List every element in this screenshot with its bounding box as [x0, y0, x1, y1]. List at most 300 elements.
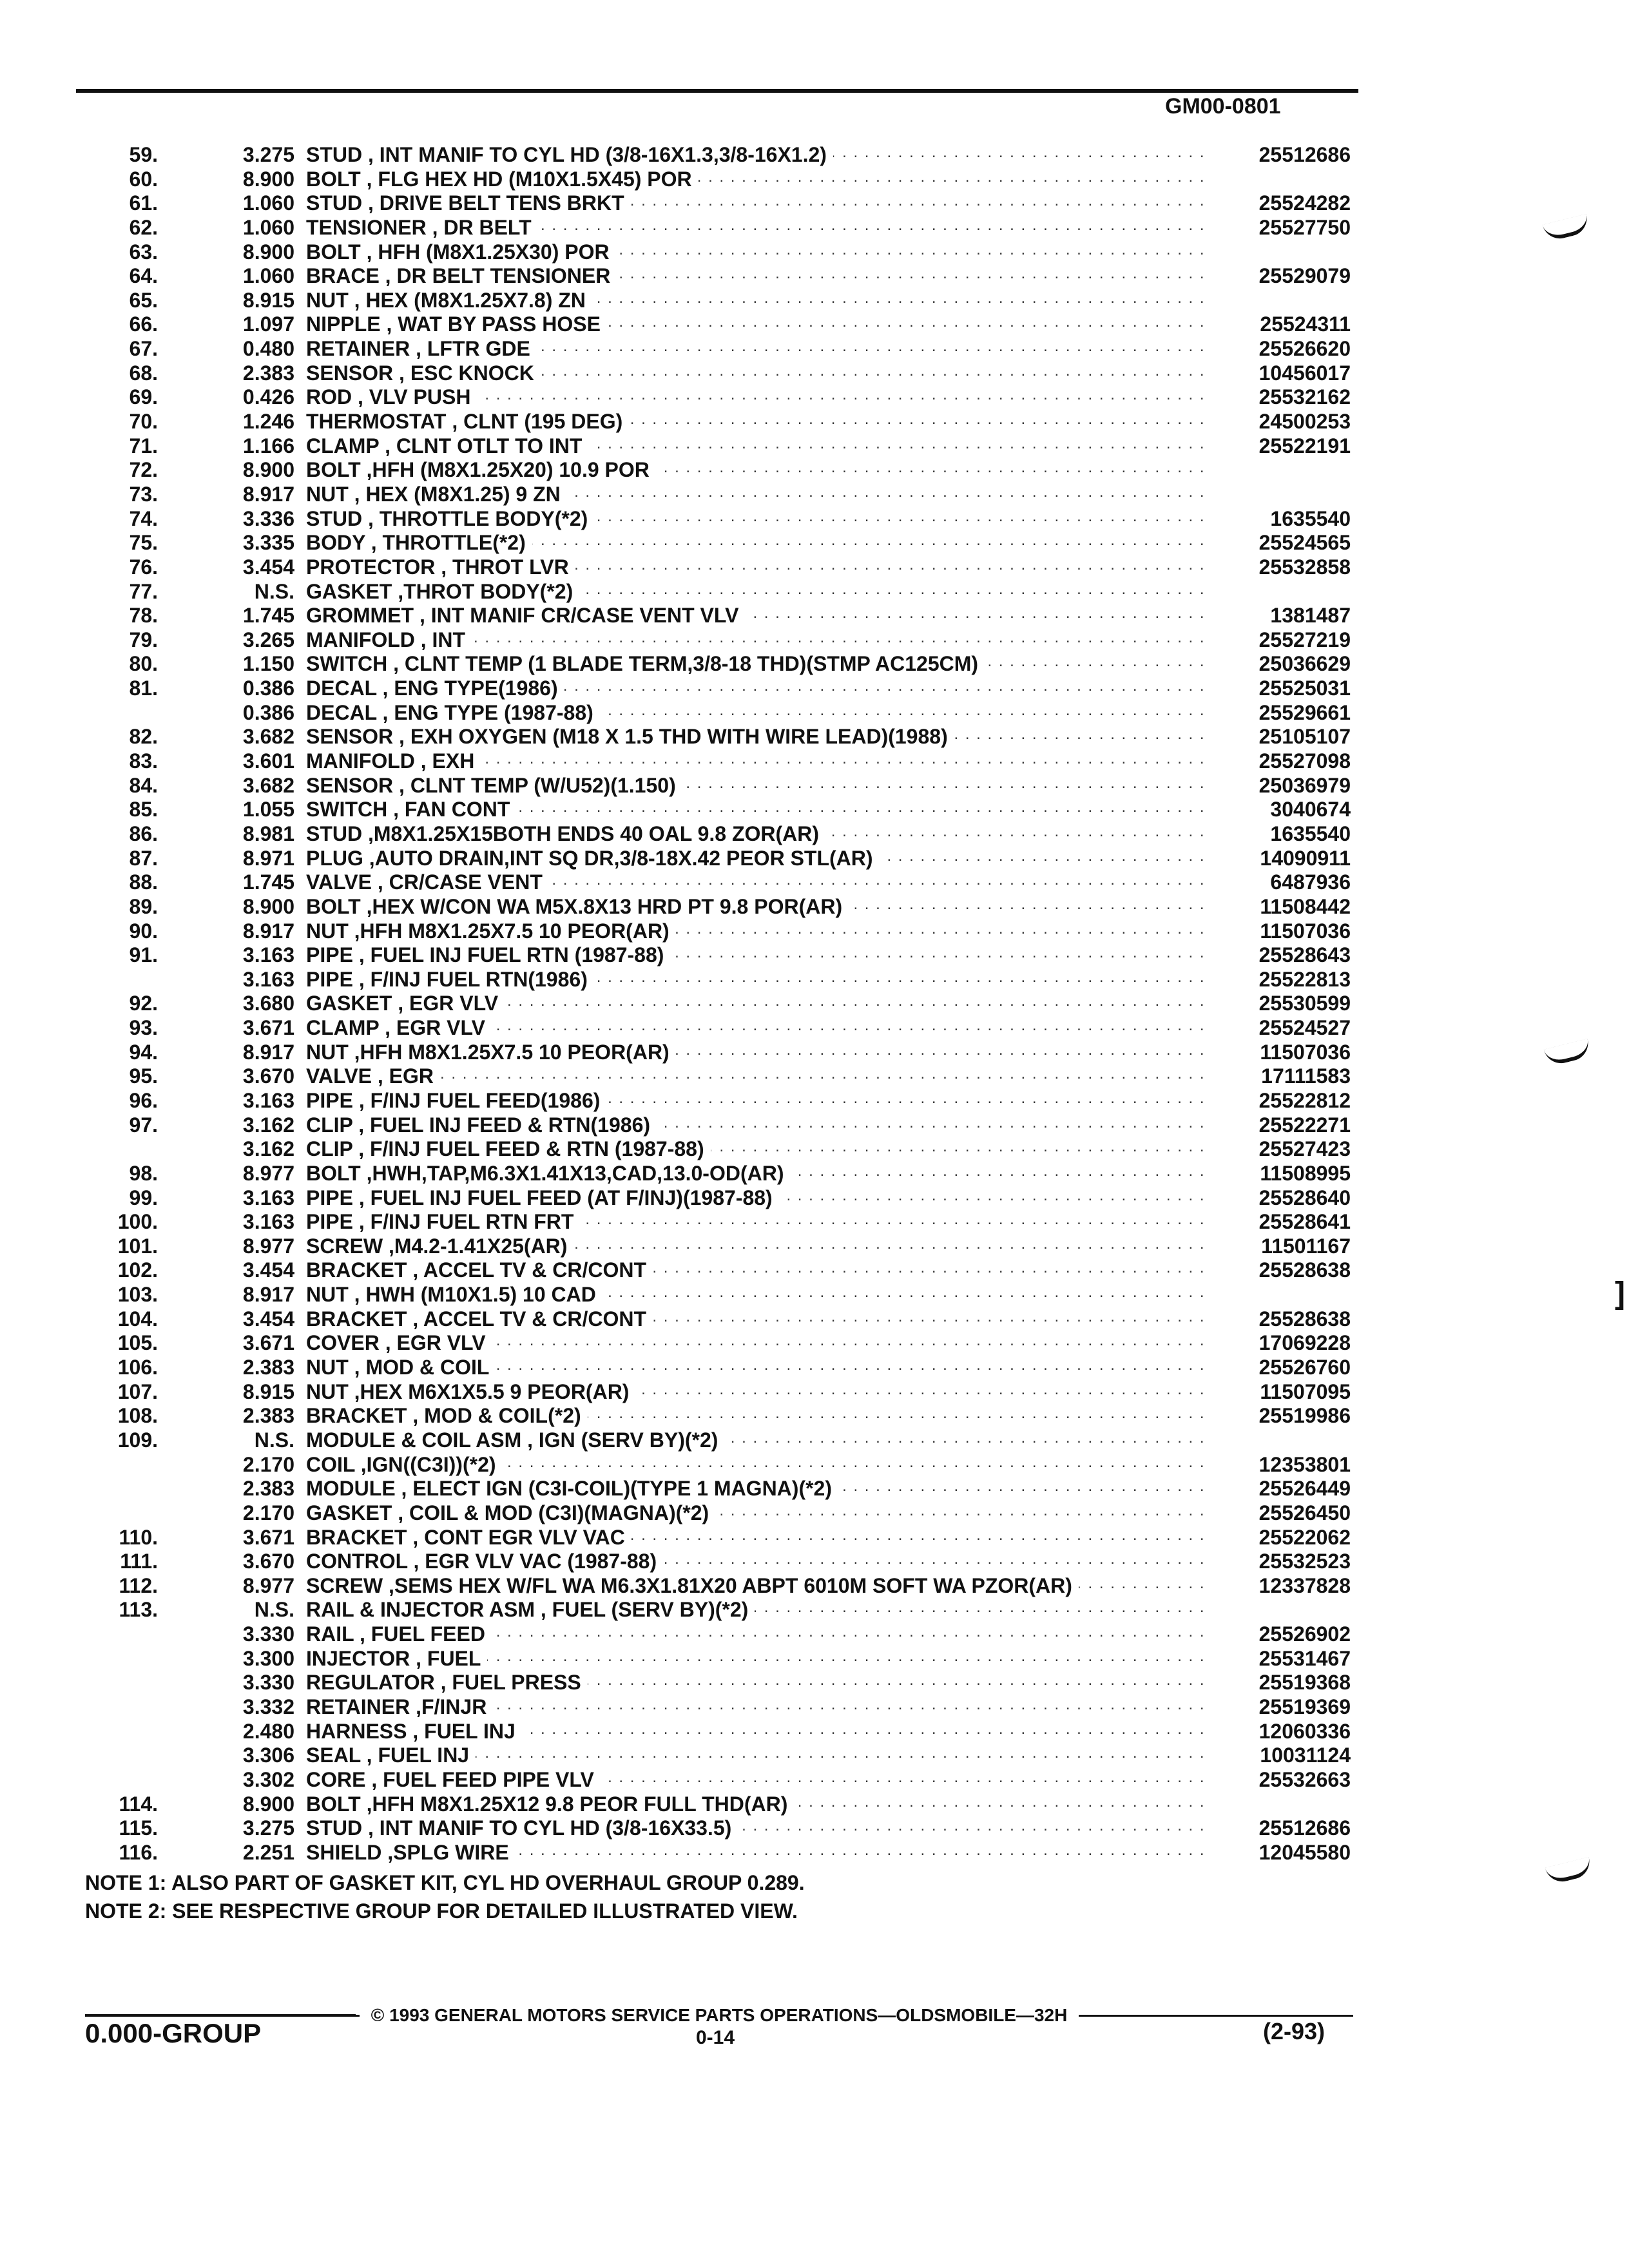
- part-number: 17111583: [1261, 1064, 1351, 1088]
- part-description-text: NUT , HEX (M8X1.25X7.8) ZN: [306, 289, 592, 312]
- table-row: [97, 385, 1360, 410]
- table-row: [97, 1841, 1360, 1865]
- table-row: [97, 1671, 1360, 1695]
- table-row: [97, 1137, 1360, 1162]
- part-number: 6487936: [1270, 870, 1351, 894]
- table-row: [97, 1089, 1360, 1113]
- group-number: 3.682: [242, 725, 294, 749]
- part-description: [306, 822, 1209, 847]
- part-description: [306, 701, 1209, 726]
- part-description-text: THERMOSTAT , CLNT (195 DEG): [306, 410, 629, 433]
- part-description-text: PLUG ,AUTO DRAIN,INT SQ DR,3/8-18X.42 PEOR STL(AR): [306, 847, 880, 870]
- group-number: 8.915: [242, 1379, 294, 1403]
- part-number: 1635540: [1270, 506, 1351, 530]
- part-number: 11507036: [1260, 919, 1351, 943]
- part-description-text: BRACKET , CONT EGR VLV VAC: [306, 1526, 631, 1549]
- part-number: 12353801: [1258, 1452, 1351, 1476]
- part-description: [306, 1137, 1209, 1162]
- table-row: [97, 725, 1360, 749]
- copyright-text: © 1993 GENERAL MOTORS SERVICE PARTS OPERATIONS—OLDSMOBILE—32H: [371, 2005, 1068, 2025]
- item-number: 106.: [117, 1356, 158, 1379]
- group-number: 3.275: [242, 1816, 294, 1840]
- part-description: [306, 1695, 1209, 1720]
- item-number: 111.: [120, 1550, 158, 1573]
- part-description: [306, 1477, 1209, 1501]
- part-number: 11501167: [1261, 1234, 1351, 1258]
- group-number: 1.745: [242, 604, 294, 628]
- group-number: 3.671: [242, 1525, 294, 1549]
- group-number: 3.300: [242, 1646, 294, 1670]
- note-2: NOTE 2: SEE RESPECTIVE GROUP FOR DETAILED ILLUSTRATED VIEW.: [85, 1899, 798, 1923]
- part-description: [306, 361, 1209, 386]
- table-row: [97, 1380, 1360, 1405]
- item-number: 77.: [129, 579, 158, 603]
- part-description: [306, 1186, 1209, 1211]
- table-row: [97, 798, 1360, 822]
- part-description: [306, 774, 1209, 798]
- part-number: 3040674: [1270, 798, 1351, 822]
- part-description: [306, 1744, 1209, 1768]
- part-description-text: NIPPLE , WAT BY PASS HOSE: [306, 312, 607, 336]
- group-number: 8.971: [242, 846, 294, 870]
- part-number: 25512686: [1258, 1816, 1351, 1840]
- group-number: 1.246: [242, 410, 294, 434]
- part-description: [306, 240, 1209, 265]
- part-description: [306, 943, 1209, 968]
- item-number: 87.: [129, 846, 158, 870]
- part-description: [306, 337, 1209, 361]
- group-number: 3.163: [242, 943, 294, 967]
- group-number: 3.454: [242, 1258, 294, 1282]
- part-description-text: BOLT ,HWH,TAP,M6.3X1.41X13,CAD,13.0-OD(AR): [306, 1162, 790, 1185]
- item-number: 88.: [129, 870, 158, 894]
- item-number: 85.: [129, 798, 158, 822]
- part-description: [306, 677, 1209, 701]
- table-row: [97, 483, 1360, 507]
- part-description-text: VALVE , CR/CASE VENT: [306, 870, 549, 894]
- part-description-text: NUT , HWH (M10X1.5) 10 CAD: [306, 1283, 602, 1306]
- table-row: [97, 992, 1360, 1016]
- table-row: [97, 1283, 1360, 1307]
- part-description: [306, 1113, 1209, 1138]
- item-number: 104.: [117, 1307, 158, 1331]
- part-number: 25526450: [1258, 1501, 1351, 1524]
- part-description: [306, 1331, 1209, 1356]
- group-number: 3.162: [242, 1113, 294, 1137]
- part-number: 25528641: [1258, 1210, 1351, 1234]
- part-description-text: STUD , THROTTLE BODY(*2): [306, 507, 594, 530]
- group-number: N.S.: [254, 579, 294, 603]
- table-row: [97, 1550, 1360, 1574]
- table-row: [97, 410, 1360, 434]
- part-description-text: HARNESS , FUEL INJ: [306, 1720, 522, 1743]
- group-number: 8.900: [242, 1792, 294, 1816]
- document-id: GM00-0801: [1165, 94, 1281, 119]
- part-description-text: CONTROL , EGR VLV VAC (1987-88): [306, 1550, 663, 1573]
- part-description: [306, 604, 1209, 628]
- part-description: [306, 628, 1209, 653]
- part-description: [306, 1064, 1209, 1089]
- item-number: 103.: [117, 1283, 158, 1307]
- table-row: [97, 774, 1360, 798]
- part-description: [306, 1041, 1209, 1065]
- group-number: 8.917: [242, 1040, 294, 1064]
- part-description: [306, 1622, 1209, 1647]
- group-number: 1.060: [242, 215, 294, 239]
- note-1: NOTE 1: ALSO PART OF GASKET KIT, CYL HD OVERHAUL GROUP 0.289.: [85, 1871, 805, 1894]
- part-description: [306, 385, 1209, 410]
- part-number: 25526620: [1258, 337, 1351, 361]
- item-number: 68.: [129, 361, 158, 385]
- part-description: [306, 895, 1209, 919]
- table-row: [97, 1307, 1360, 1332]
- table-row: [97, 191, 1360, 216]
- part-number: 25529079: [1258, 264, 1351, 288]
- item-number: 60.: [129, 167, 158, 191]
- table-row: [97, 1331, 1360, 1356]
- part-description: [306, 1428, 1209, 1453]
- item-number: 75.: [129, 531, 158, 555]
- group-number: 3.680: [242, 992, 294, 1015]
- group-number: 3.670: [242, 1064, 294, 1088]
- group-number: 3.335: [242, 531, 294, 555]
- table-row: [97, 240, 1360, 265]
- item-number: 99.: [129, 1186, 158, 1209]
- part-number: 25519368: [1258, 1671, 1351, 1695]
- table-row: [97, 1695, 1360, 1720]
- group-number: 8.915: [242, 288, 294, 312]
- part-number: 25528638: [1258, 1307, 1351, 1331]
- item-number: 97.: [129, 1113, 158, 1137]
- part-description: [306, 1089, 1209, 1113]
- part-description-text: COVER , EGR VLV: [306, 1331, 492, 1354]
- item-number: 94.: [129, 1040, 158, 1064]
- part-description-text: CLIP , FUEL INJ FEED & RTN(1986): [306, 1113, 657, 1137]
- part-description-text: SENSOR , ESC KNOCK: [306, 361, 541, 385]
- table-row: [97, 1768, 1360, 1792]
- part-number: 25524282: [1258, 191, 1351, 215]
- part-description-text: CORE , FUEL FEED PIPE VLV: [306, 1768, 601, 1791]
- table-row: [97, 895, 1360, 919]
- item-number: 64.: [129, 264, 158, 288]
- item-number: 113.: [119, 1598, 158, 1622]
- part-description-text: SWITCH , FAN CONT: [306, 798, 516, 821]
- part-description-text: PIPE , FUEL INJ FUEL RTN (1987-88): [306, 943, 670, 966]
- group-number: 1.745: [242, 870, 294, 894]
- item-number: 69.: [129, 385, 158, 409]
- group-number: 2.383: [242, 1477, 294, 1501]
- table-row: [97, 143, 1360, 168]
- page-number: 0-14: [696, 2027, 735, 2048]
- part-description: [306, 1792, 1209, 1817]
- group-number: 2.383: [242, 1356, 294, 1379]
- part-description-text: GROMMET , INT MANIF CR/CASE VENT VLV: [306, 604, 745, 627]
- part-description: [306, 992, 1209, 1016]
- table-row: [97, 458, 1360, 483]
- part-description-text: SCREW ,SEMS HEX W/FL WA M6.3X1.81X20 ABPT 6010M SOFT WA PZOR(AR): [306, 1574, 1079, 1597]
- part-number: 25524565: [1258, 531, 1351, 555]
- table-row: [97, 1428, 1360, 1453]
- margin-bracket-mark: ]: [1615, 1276, 1625, 1311]
- group-number: N.S.: [254, 1598, 294, 1622]
- group-number: 8.977: [242, 1161, 294, 1185]
- group-number: 3.306: [242, 1744, 294, 1767]
- part-description-text: BOLT , HFH (M8X1.25X30) POR: [306, 240, 616, 264]
- part-description: [306, 1453, 1209, 1477]
- part-number: 12060336: [1258, 1719, 1351, 1743]
- group-number: 3.163: [242, 1210, 294, 1234]
- part-description: [306, 1647, 1209, 1671]
- table-row: [97, 628, 1360, 653]
- part-number: 11507036: [1260, 1040, 1351, 1064]
- part-description-text: BRACKET , MOD & COIL(*2): [306, 1404, 588, 1427]
- part-description: [306, 458, 1209, 483]
- item-number: 98.: [129, 1161, 158, 1185]
- item-number: 91.: [129, 943, 158, 967]
- part-description-text: BODY , THROTTLE(*2): [306, 531, 532, 554]
- item-number: 115.: [119, 1816, 158, 1840]
- table-row: [97, 289, 1360, 313]
- part-description: [306, 312, 1209, 337]
- table-row: [97, 434, 1360, 459]
- item-number: 109.: [117, 1428, 158, 1452]
- item-number: 116.: [119, 1840, 158, 1864]
- part-number: 25530599: [1258, 992, 1351, 1015]
- table-row: [97, 604, 1360, 628]
- group-number: 2.383: [242, 361, 294, 385]
- group-number: 2.251: [242, 1840, 294, 1864]
- table-row: [97, 312, 1360, 337]
- part-number: 25522062: [1258, 1525, 1351, 1549]
- group-number: 8.917: [242, 919, 294, 943]
- group-number: 3.302: [242, 1767, 294, 1791]
- table-row: [97, 1647, 1360, 1671]
- part-description-text: COIL ,IGN((C3I))(*2): [306, 1453, 503, 1476]
- group-number: 8.977: [242, 1234, 294, 1258]
- part-number: 11508442: [1260, 894, 1351, 918]
- item-number: 102.: [117, 1258, 158, 1282]
- footer-rule-right: [1079, 2015, 1353, 2017]
- table-row: [97, 1258, 1360, 1283]
- item-number: 105.: [117, 1331, 158, 1355]
- part-description: [306, 1598, 1209, 1622]
- table-row: [97, 1501, 1360, 1526]
- item-number: 95.: [129, 1064, 158, 1088]
- part-number: 11507095: [1260, 1379, 1351, 1403]
- part-description: [306, 847, 1209, 871]
- part-number: 25527098: [1258, 749, 1351, 773]
- item-number: 108.: [117, 1404, 158, 1428]
- item-number: 110.: [119, 1525, 158, 1549]
- part-description-text: NUT , HEX (M8X1.25) 9 ZN: [306, 483, 567, 506]
- group-number: 3.162: [242, 1137, 294, 1161]
- item-number: 79.: [129, 628, 158, 651]
- part-description-text: STUD , DRIVE BELT TENS BRKT: [306, 191, 631, 215]
- table-row: [97, 555, 1360, 580]
- part-number: 25532663: [1258, 1767, 1351, 1791]
- part-description: [306, 1016, 1209, 1041]
- part-number: 25512686: [1258, 143, 1351, 166]
- group-number: 1.166: [242, 434, 294, 457]
- part-number: 25525031: [1258, 677, 1351, 700]
- part-description: [306, 1380, 1209, 1405]
- group-number: 2.480: [242, 1719, 294, 1743]
- table-row: [97, 943, 1360, 968]
- part-number: 11508995: [1260, 1161, 1351, 1185]
- item-number: 90.: [129, 919, 158, 943]
- part-description-text: MODULE & COIL ASM , IGN (SERV BY)(*2): [306, 1428, 724, 1452]
- table-row: [97, 652, 1360, 677]
- group-number: 8.900: [242, 240, 294, 264]
- part-description: [306, 143, 1209, 168]
- table-row: [97, 1016, 1360, 1041]
- item-number: 80.: [129, 652, 158, 676]
- table-row: [97, 847, 1360, 871]
- part-number: 25528643: [1258, 943, 1351, 967]
- part-number: 1635540: [1270, 822, 1351, 845]
- part-description-text: CLIP , F/INJ FUEL FEED & RTN (1987-88): [306, 1137, 711, 1160]
- part-number: 25532523: [1258, 1550, 1351, 1573]
- table-row: [97, 1526, 1360, 1550]
- item-number: 71.: [129, 434, 158, 457]
- part-description: [306, 870, 1209, 895]
- part-number: 25532162: [1258, 385, 1351, 409]
- part-description: [306, 555, 1209, 580]
- group-number: N.S.: [254, 1428, 294, 1452]
- part-number: 12337828: [1258, 1573, 1351, 1597]
- group-number: 1.060: [242, 191, 294, 215]
- part-description: [306, 1816, 1209, 1841]
- table-row: [97, 1113, 1360, 1138]
- part-description: [306, 968, 1209, 992]
- group-number: 0.386: [242, 700, 294, 724]
- part-description: [306, 580, 1209, 604]
- table-row: [97, 1162, 1360, 1186]
- part-description: [306, 919, 1209, 944]
- part-description-text: NUT ,HEX M6X1X5.5 9 PEOR(AR): [306, 1380, 635, 1403]
- part-description: [306, 1162, 1209, 1186]
- part-description: [306, 483, 1209, 507]
- part-description: [306, 410, 1209, 434]
- part-description-text: PIPE , F/INJ FUEL FEED(1986): [306, 1089, 606, 1112]
- group-number: 1.150: [242, 652, 294, 676]
- part-description-text: VALVE , EGR: [306, 1064, 440, 1088]
- part-description-text: STUD , INT MANIF TO CYL HD (3/8-16X33.5): [306, 1816, 738, 1840]
- group-number: 0.480: [242, 337, 294, 361]
- part-number: 10456017: [1258, 361, 1351, 385]
- table-row: [97, 264, 1360, 289]
- group-number: 8.977: [242, 1573, 294, 1597]
- part-description: [306, 1720, 1209, 1744]
- part-number: 25532858: [1258, 555, 1351, 579]
- table-row: [97, 507, 1360, 532]
- part-number: 25526449: [1258, 1477, 1351, 1501]
- part-description-text: SENSOR , CLNT TEMP (W/U52)(1.150): [306, 774, 682, 797]
- part-description: [306, 1574, 1209, 1599]
- part-number: 25528640: [1258, 1186, 1351, 1209]
- group-number: 8.900: [242, 894, 294, 918]
- table-row: [97, 749, 1360, 774]
- part-description-text: DECAL , ENG TYPE (1987-88): [306, 701, 600, 724]
- table-row: [97, 216, 1360, 240]
- group-number: 8.917: [242, 482, 294, 506]
- part-description: [306, 1671, 1209, 1695]
- part-description: [306, 1283, 1209, 1307]
- part-description-text: MODULE , ELECT IGN (C3I-COIL)(TYPE 1 MAGNA)(*2): [306, 1477, 838, 1500]
- item-number: 74.: [129, 506, 158, 530]
- item-number: 100.: [117, 1210, 158, 1234]
- item-number: 86.: [129, 822, 158, 845]
- part-number: 25524311: [1260, 312, 1351, 336]
- part-description-text: BRACE , DR BELT TENSIONER: [306, 264, 617, 287]
- part-description-text: BRACKET , ACCEL TV & CR/CONT: [306, 1307, 653, 1331]
- item-number: 78.: [129, 604, 158, 628]
- item-number: 59.: [129, 143, 158, 166]
- part-description-text: GASKET ,THROT BODY(*2): [306, 580, 579, 603]
- part-number: 25531467: [1258, 1646, 1351, 1670]
- part-description-text: RETAINER ,F/INJR: [306, 1695, 493, 1718]
- group-number: 8.900: [242, 167, 294, 191]
- part-number: 25519369: [1258, 1695, 1351, 1718]
- part-description-text: NUT , MOD & COIL: [306, 1356, 496, 1379]
- part-description: [306, 264, 1209, 289]
- item-number: 73.: [129, 482, 158, 506]
- table-row: [97, 870, 1360, 895]
- part-description: [306, 434, 1209, 459]
- top-rule: [76, 89, 1358, 93]
- group-number: 3.330: [242, 1622, 294, 1646]
- part-number: 25105107: [1258, 725, 1351, 749]
- part-description-text: BOLT , FLG HEX HD (M10X1.5X45) POR: [306, 168, 699, 191]
- item-number: 83.: [129, 749, 158, 773]
- part-description-text: NUT ,HFH M8X1.25X7.5 10 PEOR(AR): [306, 919, 676, 943]
- part-description: [306, 216, 1209, 240]
- part-description-text: BOLT ,HFH (M8X1.25X20) 10.9 POR: [306, 458, 656, 481]
- part-description-text: SENSOR , EXH OXYGEN (M18 X 1.5 THD WITH WIRE LEAD)(1988): [306, 725, 954, 748]
- table-row: [97, 1744, 1360, 1768]
- group-number: 3.454: [242, 555, 294, 579]
- table-row: [97, 1792, 1360, 1817]
- part-description: [306, 1550, 1209, 1574]
- group-number: 0.386: [242, 677, 294, 700]
- part-description-text: GASKET , EGR VLV: [306, 992, 505, 1015]
- group-number: 2.170: [242, 1452, 294, 1476]
- part-description: [306, 1768, 1209, 1792]
- part-description-text: SCREW ,M4.2-1.41X25(AR): [306, 1235, 574, 1258]
- part-description-text: CLAMP , CLNT OTLT TO INT: [306, 434, 588, 457]
- part-number: 25526760: [1258, 1356, 1351, 1379]
- part-description-text: PIPE , F/INJ FUEL RTN(1986): [306, 968, 594, 991]
- parts-list: [97, 143, 1360, 1865]
- table-row: [97, 1574, 1360, 1599]
- part-description-text: PIPE , F/INJ FUEL RTN FRT: [306, 1210, 580, 1233]
- group-number: 3.454: [242, 1307, 294, 1331]
- part-description-text: SWITCH , CLNT TEMP (1 BLADE TERM,3/8-18 THD)(STMP AC125CM): [306, 652, 985, 675]
- item-number: 72.: [129, 458, 158, 482]
- part-number: 25519986: [1258, 1404, 1351, 1428]
- part-number: 25036979: [1258, 773, 1351, 797]
- group-number: 3.671: [242, 1331, 294, 1355]
- part-number: 25528638: [1258, 1258, 1351, 1282]
- group-number: 3.682: [242, 773, 294, 797]
- table-row: [97, 168, 1360, 192]
- group-number: 8.900: [242, 458, 294, 482]
- revision-date: (2-93): [1263, 2018, 1325, 2044]
- group-number: 8.917: [242, 1283, 294, 1307]
- part-number: 25526902: [1258, 1622, 1351, 1646]
- item-number: 82.: [129, 725, 158, 749]
- part-number: 25527750: [1258, 215, 1351, 239]
